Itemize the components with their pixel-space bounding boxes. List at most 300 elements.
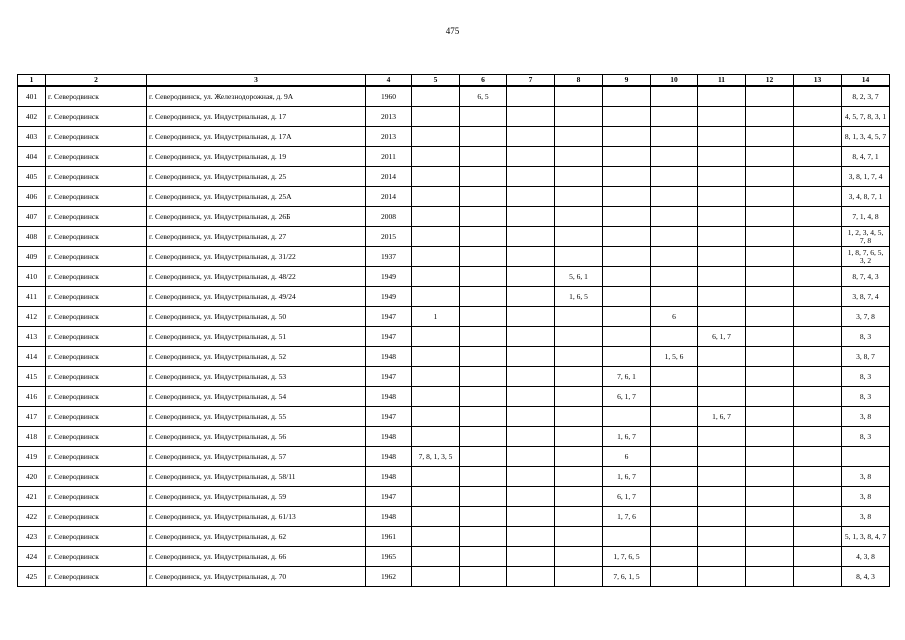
table-cell xyxy=(651,367,698,387)
table-row xyxy=(18,567,890,587)
table-cell xyxy=(507,287,555,307)
table-cell xyxy=(746,107,794,127)
table-cell xyxy=(794,327,842,347)
table-cell xyxy=(651,567,698,587)
table-cell xyxy=(651,467,698,487)
table-cell xyxy=(603,207,651,227)
table-cell xyxy=(651,287,698,307)
table-cell xyxy=(460,487,507,507)
table-row xyxy=(18,147,890,167)
table-cell: г. Северодвинск, ул. Индустриальная, д. 27 xyxy=(147,227,366,247)
table-cell: 5, 6, 1 xyxy=(555,267,603,287)
table-cell xyxy=(698,86,746,107)
table-cell: г. Северодвинск xyxy=(46,147,147,167)
table-cell xyxy=(794,287,842,307)
table-cell xyxy=(460,467,507,487)
table-cell xyxy=(698,447,746,467)
table-cell xyxy=(603,527,651,547)
table-cell xyxy=(651,327,698,347)
table-cell: 1, 8, 7, 6, 5, 3, 2 xyxy=(842,247,890,267)
table-cell: 8, 7, 4, 3 xyxy=(842,267,890,287)
table-cell: 1, 6, 7 xyxy=(603,467,651,487)
table-cell: 6, 1, 7 xyxy=(698,327,746,347)
table-cell xyxy=(507,107,555,127)
table-cell: 410 xyxy=(18,267,46,287)
table-cell: г. Северодвинск, ул. Индустриальная, д. 62 xyxy=(147,527,366,547)
table-cell: 408 xyxy=(18,227,46,247)
table-cell: г. Северодвинск xyxy=(46,287,147,307)
table-cell xyxy=(555,227,603,247)
table-cell xyxy=(746,167,794,187)
table-cell xyxy=(555,367,603,387)
table-cell xyxy=(507,327,555,347)
table-cell: 422 xyxy=(18,507,46,527)
table-cell xyxy=(746,367,794,387)
table-cell xyxy=(794,507,842,527)
table-cell: г. Северодвинск xyxy=(46,107,147,127)
table-row xyxy=(18,187,890,207)
table-cell: г. Северодвинск, ул. Индустриальная, д. 54 xyxy=(147,387,366,407)
table-cell: г. Северодвинск xyxy=(46,187,147,207)
table-cell xyxy=(603,167,651,187)
table-cell xyxy=(794,487,842,507)
table-cell: 1949 xyxy=(366,267,412,287)
table-cell xyxy=(412,427,460,447)
table-cell xyxy=(651,447,698,467)
table-cell xyxy=(746,207,794,227)
table-cell: г. Северодвинск, ул. Индустриальная, д. 26Б xyxy=(147,207,366,227)
table-cell: 1948 xyxy=(366,507,412,527)
table-cell xyxy=(603,307,651,327)
table-cell xyxy=(507,267,555,287)
table-cell xyxy=(412,407,460,427)
table-cell xyxy=(651,427,698,447)
table-cell xyxy=(746,547,794,567)
table-cell: г. Северодвинск, ул. Индустриальная, д. 53 xyxy=(147,367,366,387)
table-cell: 4, 5, 7, 8, 3, 1 xyxy=(842,107,890,127)
table-cell xyxy=(555,187,603,207)
table-row xyxy=(18,86,890,107)
table-cell: 415 xyxy=(18,367,46,387)
table-cell xyxy=(698,507,746,527)
table-cell: 1947 xyxy=(366,407,412,427)
table-cell: 8, 1, 3, 4, 5, 7 xyxy=(842,127,890,147)
table-cell xyxy=(460,307,507,327)
table-cell: 1947 xyxy=(366,367,412,387)
table-cell xyxy=(746,327,794,347)
table-row xyxy=(18,307,890,327)
table-cell xyxy=(603,347,651,367)
table-cell xyxy=(746,487,794,507)
table-cell: 406 xyxy=(18,187,46,207)
table-cell xyxy=(794,527,842,547)
table-cell: г. Северодвинск, ул. Индустриальная, д. 49/24 xyxy=(147,287,366,307)
table-cell xyxy=(412,527,460,547)
table-cell xyxy=(746,567,794,587)
table-cell xyxy=(794,227,842,247)
table-cell: г. Северодвинск, ул. Железнодорожная, д. 9А xyxy=(147,86,366,107)
table-cell xyxy=(651,547,698,567)
table-cell xyxy=(412,267,460,287)
column-header: 13 xyxy=(794,75,842,87)
table-cell: г. Северодвинск xyxy=(46,207,147,227)
table-cell: 1937 xyxy=(366,247,412,267)
table-cell: 1, 2, 3, 4, 5, 7, 8 xyxy=(842,227,890,247)
column-header: 12 xyxy=(746,75,794,87)
table-cell xyxy=(412,107,460,127)
table-cell xyxy=(412,127,460,147)
table-cell: 1965 xyxy=(366,547,412,567)
table-cell xyxy=(746,447,794,467)
table-cell: 423 xyxy=(18,527,46,547)
table-cell xyxy=(412,227,460,247)
table-cell: г. Северодвинск, ул. Индустриальная, д. 56 xyxy=(147,427,366,447)
table-cell: 3, 8, 7, 4 xyxy=(842,287,890,307)
table-cell: 421 xyxy=(18,487,46,507)
table-cell xyxy=(698,347,746,367)
table-cell: 8, 3 xyxy=(842,387,890,407)
table-cell xyxy=(794,447,842,467)
table-cell: 1, 6, 5 xyxy=(555,287,603,307)
table-cell xyxy=(603,147,651,167)
table-cell xyxy=(603,327,651,347)
table-cell: г. Северодвинск xyxy=(46,167,147,187)
table-cell xyxy=(460,327,507,347)
table-cell xyxy=(460,267,507,287)
column-header: 4 xyxy=(366,75,412,87)
table-cell xyxy=(412,147,460,167)
table-cell xyxy=(794,127,842,147)
table-cell xyxy=(460,507,507,527)
table-cell xyxy=(555,387,603,407)
table-cell xyxy=(698,207,746,227)
table-cell xyxy=(746,127,794,147)
table-cell xyxy=(555,247,603,267)
table-cell: 412 xyxy=(18,307,46,327)
table-cell xyxy=(507,127,555,147)
table-cell: 2013 xyxy=(366,127,412,147)
table-cell: 405 xyxy=(18,167,46,187)
table-cell: 1, 6, 7 xyxy=(603,427,651,447)
table-cell xyxy=(698,467,746,487)
table-cell xyxy=(507,207,555,227)
table-cell xyxy=(460,407,507,427)
table-cell xyxy=(794,427,842,447)
table-row xyxy=(18,347,890,367)
table-cell xyxy=(555,547,603,567)
table-cell xyxy=(460,447,507,467)
table-cell xyxy=(507,147,555,167)
table-header-row xyxy=(18,75,890,87)
table-cell: 1947 xyxy=(366,307,412,327)
table-cell: г. Северодвинск xyxy=(46,327,147,347)
table-cell xyxy=(412,167,460,187)
table-cell xyxy=(507,447,555,467)
table-row xyxy=(18,287,890,307)
table-cell xyxy=(460,227,507,247)
table-cell xyxy=(507,227,555,247)
table-cell: 411 xyxy=(18,287,46,307)
table-cell: 424 xyxy=(18,547,46,567)
table-cell xyxy=(412,187,460,207)
table-cell xyxy=(746,147,794,167)
table-cell xyxy=(507,167,555,187)
table-cell xyxy=(794,247,842,267)
table-cell: г. Северодвинск xyxy=(46,547,147,567)
table-cell: 1948 xyxy=(366,467,412,487)
table-cell xyxy=(651,527,698,547)
table-cell xyxy=(507,247,555,267)
table-cell xyxy=(746,86,794,107)
table-cell: г. Северодвинск xyxy=(46,227,147,247)
table-cell xyxy=(555,527,603,547)
table-cell xyxy=(698,227,746,247)
table-cell: г. Северодвинск, ул. Индустриальная, д. 25А xyxy=(147,187,366,207)
table-cell xyxy=(794,167,842,187)
table-cell: 2014 xyxy=(366,187,412,207)
table-cell xyxy=(794,567,842,587)
table-row xyxy=(18,487,890,507)
table-cell: 7, 6, 1, 5 xyxy=(603,567,651,587)
table-cell: г. Северодвинск xyxy=(46,407,147,427)
table-cell xyxy=(651,267,698,287)
table-cell xyxy=(460,347,507,367)
table-cell: 1962 xyxy=(366,567,412,587)
table-cell xyxy=(412,487,460,507)
column-header: 6 xyxy=(460,75,507,87)
table-cell: г. Северодвинск, ул. Индустриальная, д. 25 xyxy=(147,167,366,187)
table-cell xyxy=(698,167,746,187)
table-cell xyxy=(460,167,507,187)
table-cell: г. Северодвинск xyxy=(46,507,147,527)
table-cell xyxy=(651,487,698,507)
table-cell xyxy=(603,247,651,267)
table-cell xyxy=(842,447,890,467)
table-cell xyxy=(507,387,555,407)
table-cell: 1948 xyxy=(366,387,412,407)
table-row xyxy=(18,227,890,247)
table-row xyxy=(18,327,890,347)
table-cell xyxy=(794,387,842,407)
table-cell: г. Северодвинск xyxy=(46,427,147,447)
table-cell xyxy=(746,507,794,527)
table-cell xyxy=(460,107,507,127)
table-cell xyxy=(746,427,794,447)
table-cell: 1961 xyxy=(366,527,412,547)
table-cell xyxy=(412,467,460,487)
table-cell: г. Северодвинск, ул. Индустриальная, д. 51 xyxy=(147,327,366,347)
table-cell xyxy=(555,407,603,427)
table-cell: 1 xyxy=(412,307,460,327)
table-row xyxy=(18,407,890,427)
table-cell: г. Северодвинск xyxy=(46,86,147,107)
table-cell xyxy=(603,267,651,287)
table-cell xyxy=(651,407,698,427)
table-cell: г. Северодвинск xyxy=(46,247,147,267)
table-cell xyxy=(651,127,698,147)
table-cell: 7, 8, 1, 3, 5 xyxy=(412,447,460,467)
table-cell: г. Северодвинск xyxy=(46,387,147,407)
table-cell xyxy=(603,287,651,307)
table-cell: 5, 1, 3, 8, 4, 7 xyxy=(842,527,890,547)
table-cell: 3, 8 xyxy=(842,507,890,527)
table-cell xyxy=(746,267,794,287)
column-header: 8 xyxy=(555,75,603,87)
table-cell xyxy=(412,507,460,527)
table-cell xyxy=(651,227,698,247)
table-cell xyxy=(460,567,507,587)
table-cell: 8, 3 xyxy=(842,427,890,447)
table-cell: г. Северодвинск, ул. Индустриальная, д. 66 xyxy=(147,547,366,567)
table-cell: 1, 7, 6, 5 xyxy=(603,547,651,567)
table-cell xyxy=(651,207,698,227)
column-header: 1 xyxy=(18,75,46,87)
table-cell: 414 xyxy=(18,347,46,367)
table-cell xyxy=(507,467,555,487)
table-cell: 425 xyxy=(18,567,46,587)
table-cell xyxy=(555,427,603,447)
table-cell: г. Северодвинск xyxy=(46,267,147,287)
table-cell xyxy=(651,147,698,167)
table-cell xyxy=(651,86,698,107)
table-cell xyxy=(460,247,507,267)
table-cell: 6, 1, 7 xyxy=(603,387,651,407)
table-cell xyxy=(555,307,603,327)
table-cell: 3, 4, 8, 7, 1 xyxy=(842,187,890,207)
table-cell xyxy=(460,547,507,567)
table-row xyxy=(18,127,890,147)
table-cell: 2015 xyxy=(366,227,412,247)
table-cell xyxy=(794,307,842,327)
table-cell xyxy=(794,267,842,287)
table-cell xyxy=(603,107,651,127)
table-cell xyxy=(698,267,746,287)
table-cell: 4, 3, 8 xyxy=(842,547,890,567)
table-cell xyxy=(460,187,507,207)
table-cell xyxy=(412,86,460,107)
table-cell xyxy=(698,127,746,147)
table-cell: 8, 2, 3, 7 xyxy=(842,86,890,107)
table-cell xyxy=(603,407,651,427)
table-cell: г. Северодвинск, ул. Индустриальная, д. 52 xyxy=(147,347,366,367)
table-cell xyxy=(698,387,746,407)
table-cell: 3, 8 xyxy=(842,487,890,507)
column-header: 5 xyxy=(412,75,460,87)
table-cell xyxy=(555,567,603,587)
table-cell xyxy=(746,187,794,207)
table-cell: 1, 7, 6 xyxy=(603,507,651,527)
table-cell xyxy=(412,567,460,587)
table-cell xyxy=(555,167,603,187)
table-cell xyxy=(698,247,746,267)
table-row xyxy=(18,427,890,447)
table-cell xyxy=(698,367,746,387)
table-cell xyxy=(507,487,555,507)
table-cell xyxy=(507,347,555,367)
page-number: 475 xyxy=(445,26,460,36)
column-header: 14 xyxy=(842,75,890,87)
table-cell xyxy=(507,407,555,427)
table-cell xyxy=(555,467,603,487)
table-cell: 8, 3 xyxy=(842,367,890,387)
table-cell: 419 xyxy=(18,447,46,467)
table-cell: г. Северодвинск xyxy=(46,307,147,327)
table-cell: г. Северодвинск xyxy=(46,447,147,467)
table-row xyxy=(18,387,890,407)
table-cell xyxy=(794,367,842,387)
table-cell xyxy=(507,86,555,107)
table-cell xyxy=(555,107,603,127)
table-cell xyxy=(460,387,507,407)
table-cell xyxy=(698,527,746,547)
table-cell: 2013 xyxy=(366,107,412,127)
table-cell xyxy=(412,247,460,267)
table-cell: 3, 8 xyxy=(842,407,890,427)
table-cell: г. Северодвинск xyxy=(46,127,147,147)
table-cell: 6 xyxy=(651,307,698,327)
table-cell xyxy=(794,407,842,427)
table-cell xyxy=(507,307,555,327)
table-cell: 1948 xyxy=(366,347,412,367)
table-cell xyxy=(460,207,507,227)
table-cell: 8, 4, 7, 1 xyxy=(842,147,890,167)
table-cell: 6, 5 xyxy=(460,86,507,107)
table-cell xyxy=(460,287,507,307)
table-cell: 1948 xyxy=(366,447,412,467)
table-cell xyxy=(603,187,651,207)
table-cell xyxy=(412,327,460,347)
table-cell xyxy=(746,307,794,327)
table-cell xyxy=(412,207,460,227)
table-cell xyxy=(412,367,460,387)
table-cell xyxy=(794,147,842,167)
table-cell xyxy=(603,227,651,247)
table-cell: 402 xyxy=(18,107,46,127)
table-cell xyxy=(698,547,746,567)
table-cell xyxy=(412,387,460,407)
table-cell xyxy=(746,527,794,547)
table-cell: г. Северодвинск, ул. Индустриальная, д. 31/22 xyxy=(147,247,366,267)
table-cell: 3, 7, 8 xyxy=(842,307,890,327)
table-row xyxy=(18,167,890,187)
table-cell: 401 xyxy=(18,86,46,107)
table-cell xyxy=(507,547,555,567)
table-cell xyxy=(555,447,603,467)
table-cell xyxy=(746,227,794,247)
table-row xyxy=(18,107,890,127)
table-cell: 1947 xyxy=(366,327,412,347)
table-cell xyxy=(412,347,460,367)
table-cell xyxy=(555,327,603,347)
table-cell xyxy=(603,127,651,147)
table-cell: 6 xyxy=(603,447,651,467)
column-header: 11 xyxy=(698,75,746,87)
table-cell: г. Северодвинск xyxy=(46,347,147,367)
table-cell xyxy=(746,467,794,487)
table-cell: 7, 6, 1 xyxy=(603,367,651,387)
table-cell: 2008 xyxy=(366,207,412,227)
table-row xyxy=(18,527,890,547)
table-cell: 416 xyxy=(18,387,46,407)
table-cell xyxy=(460,127,507,147)
table-cell: 1, 6, 7 xyxy=(698,407,746,427)
table-cell: 1, 5, 6 xyxy=(651,347,698,367)
table-cell xyxy=(698,107,746,127)
table-cell: г. Северодвинск xyxy=(46,467,147,487)
table-cell: 1947 xyxy=(366,487,412,507)
table-row xyxy=(18,207,890,227)
table-cell xyxy=(746,347,794,367)
